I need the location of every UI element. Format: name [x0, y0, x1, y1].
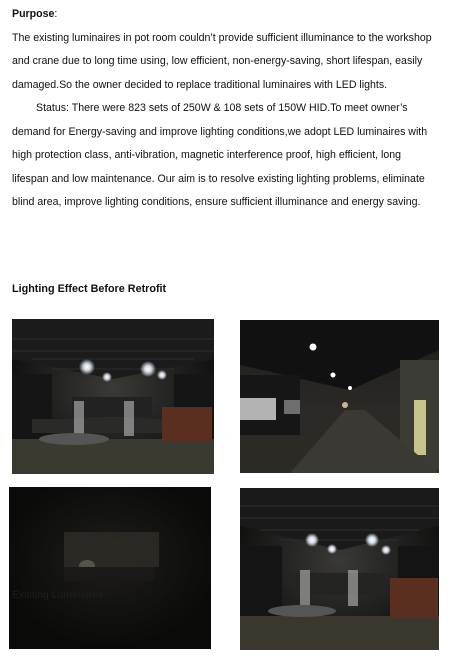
purpose-colon: :: [54, 8, 58, 20]
status-text: Status: There were 823 sets of 250W & 108 sets of 150W HID.To meet owner’s demand for Energy-saving and improve lighting conditions,we adopt LED luminaires with high protection class, anti-vibration, magnetic interference proof, high efficient, long lifespan and low maintenance. Our aim is to resolve existing lighting problems, eliminate blind area, improve lighting conditions, ensure sufficient illuminance and energy saving.: [12, 102, 428, 208]
purpose-text: The existing luminaires in pot room couldn’t provide sufficient illuminance to the workshop and crane due to long time using, low efficient, non-energy-saving, short lifespan, easily damaged.So the owner decided to replace traditional luminaires with LED lights.: [12, 31, 432, 91]
photo-warehouse-wide: [12, 319, 214, 474]
section-heading: Lighting Effect Before Retrofit: [12, 283, 167, 295]
photo-dark-interior: [9, 487, 211, 649]
photo-caption: Existing Luminaires: [12, 589, 104, 601]
photo-warehouse-corridor: [240, 320, 439, 473]
photo-warehouse-wide-2: [240, 488, 439, 650]
purpose-label: Purpose: [12, 8, 55, 20]
purpose-paragraph: [12, 3, 440, 215]
